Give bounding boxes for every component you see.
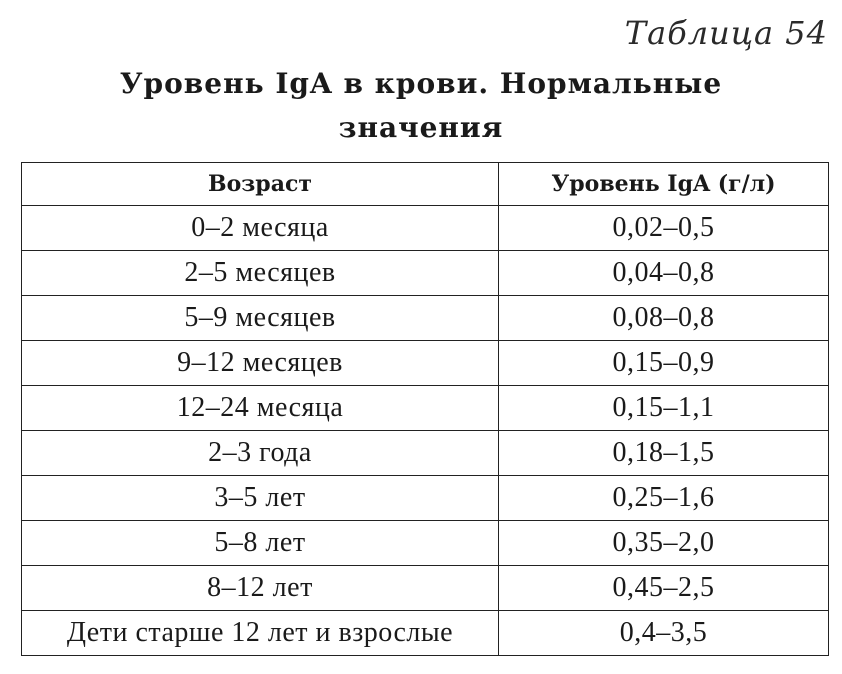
table-row	[22, 521, 829, 566]
iga-value-cell: 0,15–0,9	[499, 341, 829, 386]
iga-value-cell: 0,4–3,5	[499, 611, 829, 656]
table-row	[22, 566, 829, 611]
iga-value-cell: 0,02–0,5	[499, 206, 829, 251]
age-cell: 3–5 лет	[22, 476, 499, 521]
table-title-line-1: Уровень IgA в крови. Нормальные	[119, 67, 723, 100]
iga-value-cell: 0,15–1,1	[499, 386, 829, 431]
table-title-line-2: значения	[338, 111, 504, 144]
table-row	[22, 206, 829, 251]
column-header-age: Возраст	[22, 163, 499, 206]
age-cell: 12–24 месяца	[22, 386, 499, 431]
table-number: Таблица 54	[624, 14, 828, 52]
iga-value-cell: 0,45–2,5	[499, 566, 829, 611]
table-row	[22, 251, 829, 296]
table-row	[22, 386, 829, 431]
age-cell: 5–9 месяцев	[22, 296, 499, 341]
age-cell: 2–5 месяцев	[22, 251, 499, 296]
table-row	[22, 296, 829, 341]
table-row	[22, 431, 829, 476]
table-row	[22, 341, 829, 386]
age-cell: 9–12 месяцев	[22, 341, 499, 386]
iga-value-cell: 0,04–0,8	[499, 251, 829, 296]
iga-value-cell: 0,18–1,5	[499, 431, 829, 476]
table-row	[22, 611, 829, 656]
table-row	[22, 476, 829, 521]
age-cell: 2–3 года	[22, 431, 499, 476]
iga-value-cell: 0,35–2,0	[499, 521, 829, 566]
column-header-iga-level: Уровень IgA (г/л)	[499, 163, 829, 206]
iga-value-cell: 0,25–1,6	[499, 476, 829, 521]
iga-value-cell: 0,08–0,8	[499, 296, 829, 341]
iga-reference-table	[21, 162, 829, 656]
age-cell: 0–2 месяца	[22, 206, 499, 251]
table-title	[0, 62, 842, 150]
age-cell: 5–8 лет	[22, 521, 499, 566]
age-cell: Дети старше 12 лет и взрослые	[22, 611, 499, 656]
table-header-row	[22, 163, 829, 206]
age-cell: 8–12 лет	[22, 566, 499, 611]
